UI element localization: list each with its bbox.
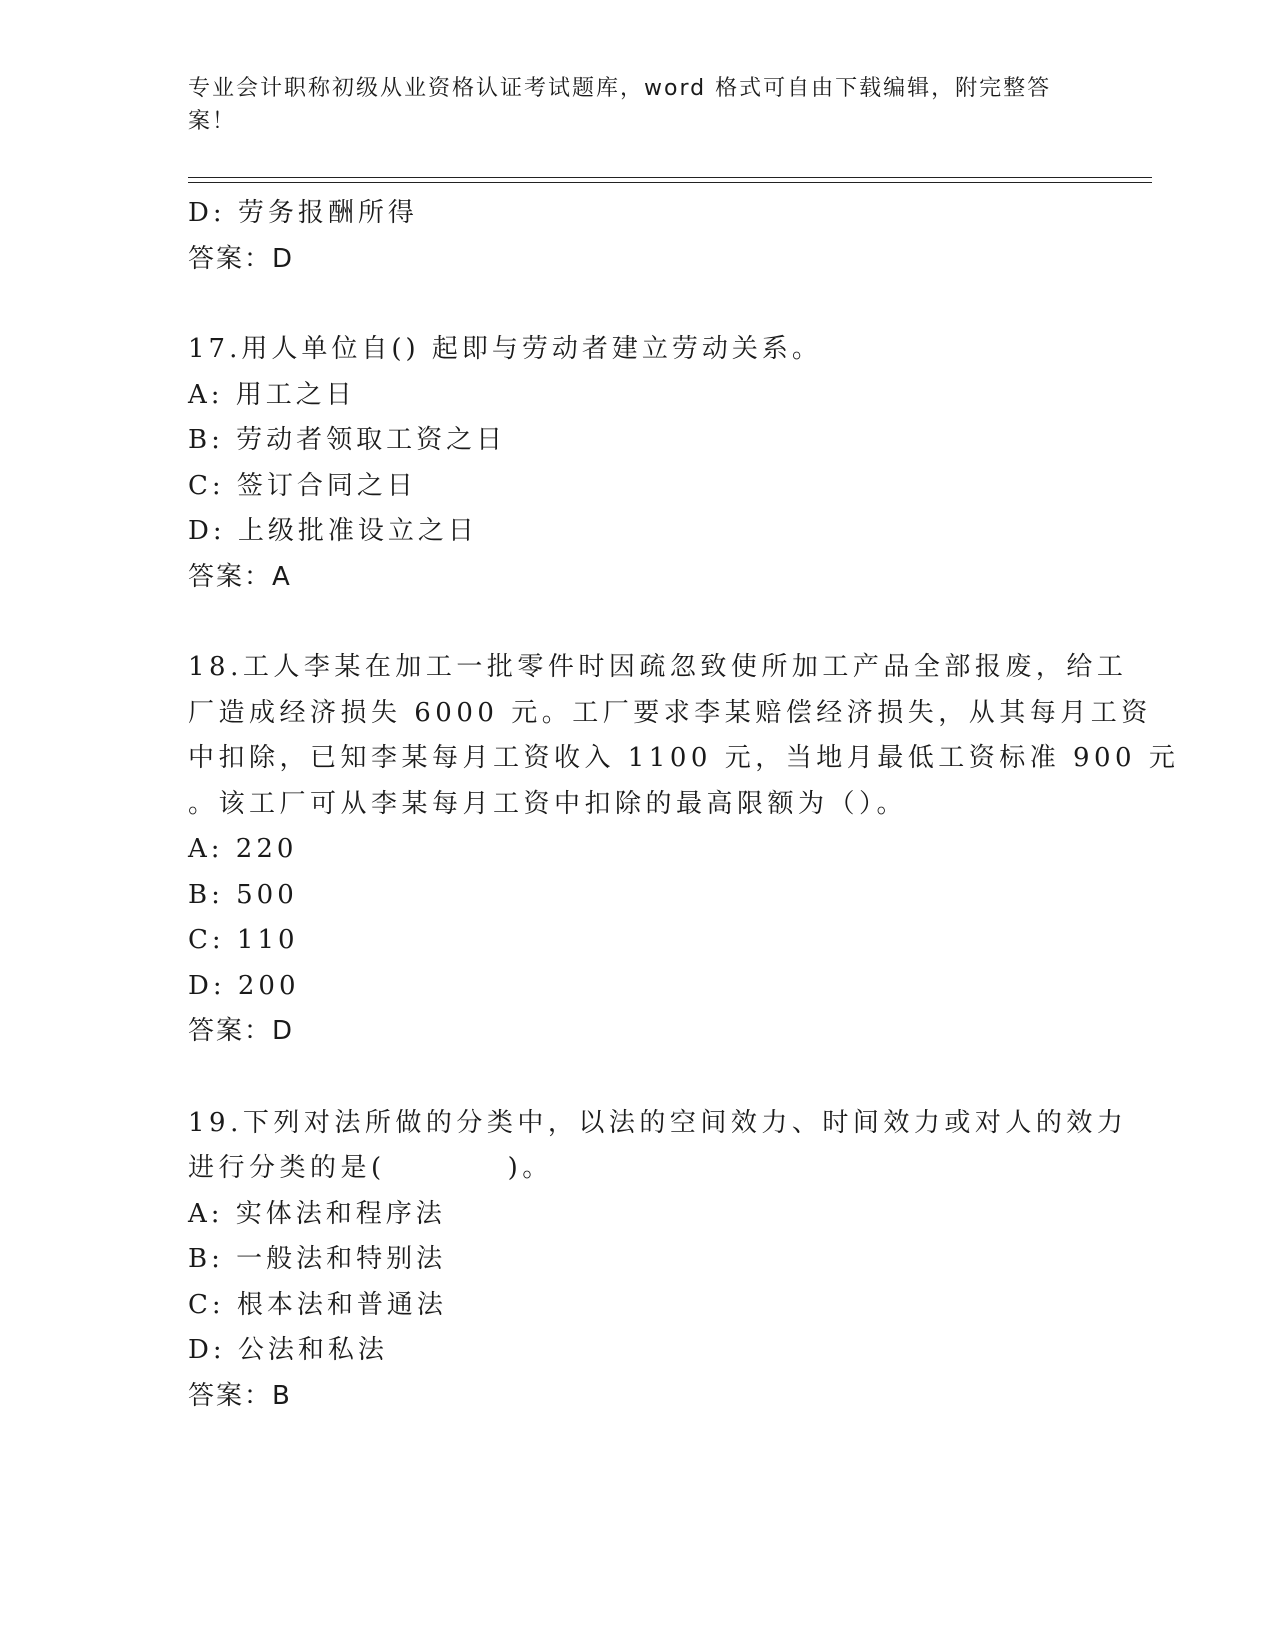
header-line-2: 案！ (188, 109, 237, 134)
spacer (188, 600, 1088, 645)
spacer (188, 1055, 1088, 1101)
q16-option-d: D: 劳务报酬所得 (188, 198, 418, 228)
q17-option-c: C: 签订合同之日 (188, 470, 417, 501)
q18-question-line-2: 厂造成经济损失 6000 元。工厂要求李某赔偿经济损失，从其每月工资 (188, 697, 1152, 728)
header-divider-top (188, 177, 1152, 178)
q19-question-line-2: 进行分类的是( )。 (188, 1153, 553, 1183)
q19-option-a: A: 实体法和程序法 (188, 1198, 446, 1229)
q19-answer: 答案：B (188, 1380, 292, 1411)
q18-answer: 答案：D (188, 1016, 295, 1046)
q17-question: 17.用人单位自() 起即与劳动者建立劳动关系。 (188, 334, 822, 364)
q18-option-b: B: 500 (188, 879, 298, 910)
q19-option-c: C: 根本法和普通法 (188, 1289, 447, 1320)
q17-option-a: A: 用工之日 (188, 379, 356, 410)
q17-option-b: B: 劳动者领取工资之日 (188, 425, 507, 455)
q18-question-line-1: 18.工人李某在加工一批零件时因疏忽致使所加工产品全部报废，给工 (188, 652, 1128, 682)
spacer (188, 282, 1088, 327)
q18-question-line-4: 。该工厂可从李某每月工资中扣除的最高限额为（）。 (188, 788, 908, 819)
q17-answer: 答案：A (188, 561, 292, 592)
q19-option-b: B: 一般法和特别法 (188, 1244, 447, 1274)
header-divider-bottom (188, 182, 1152, 183)
q17-option-d: D: 上级批准设立之日 (188, 516, 478, 546)
q18-option-d: D: 200 (188, 970, 300, 1001)
page-header (188, 72, 1068, 138)
q19-question-line-1: 19.下列对法所做的分类中，以法的空间效力、时间效力或对人的效力 (188, 1107, 1128, 1138)
q19-option-d: D: 公法和私法 (188, 1335, 388, 1365)
q18-question-line-3: 中扣除，已知李某每月工资收入 1100 元，当地月最低工资标准 900 元 (188, 743, 1180, 773)
q18-option-c: C: 110 (188, 925, 299, 955)
header-line-1: 专业会计职称初级从业资格认证考试题库，word 格式可自由下载编辑，附完整答 (188, 76, 1052, 101)
q18-option-a: A: 220 (188, 834, 298, 864)
question-content (188, 191, 1180, 1419)
q16-answer: 答案：D (188, 243, 295, 274)
